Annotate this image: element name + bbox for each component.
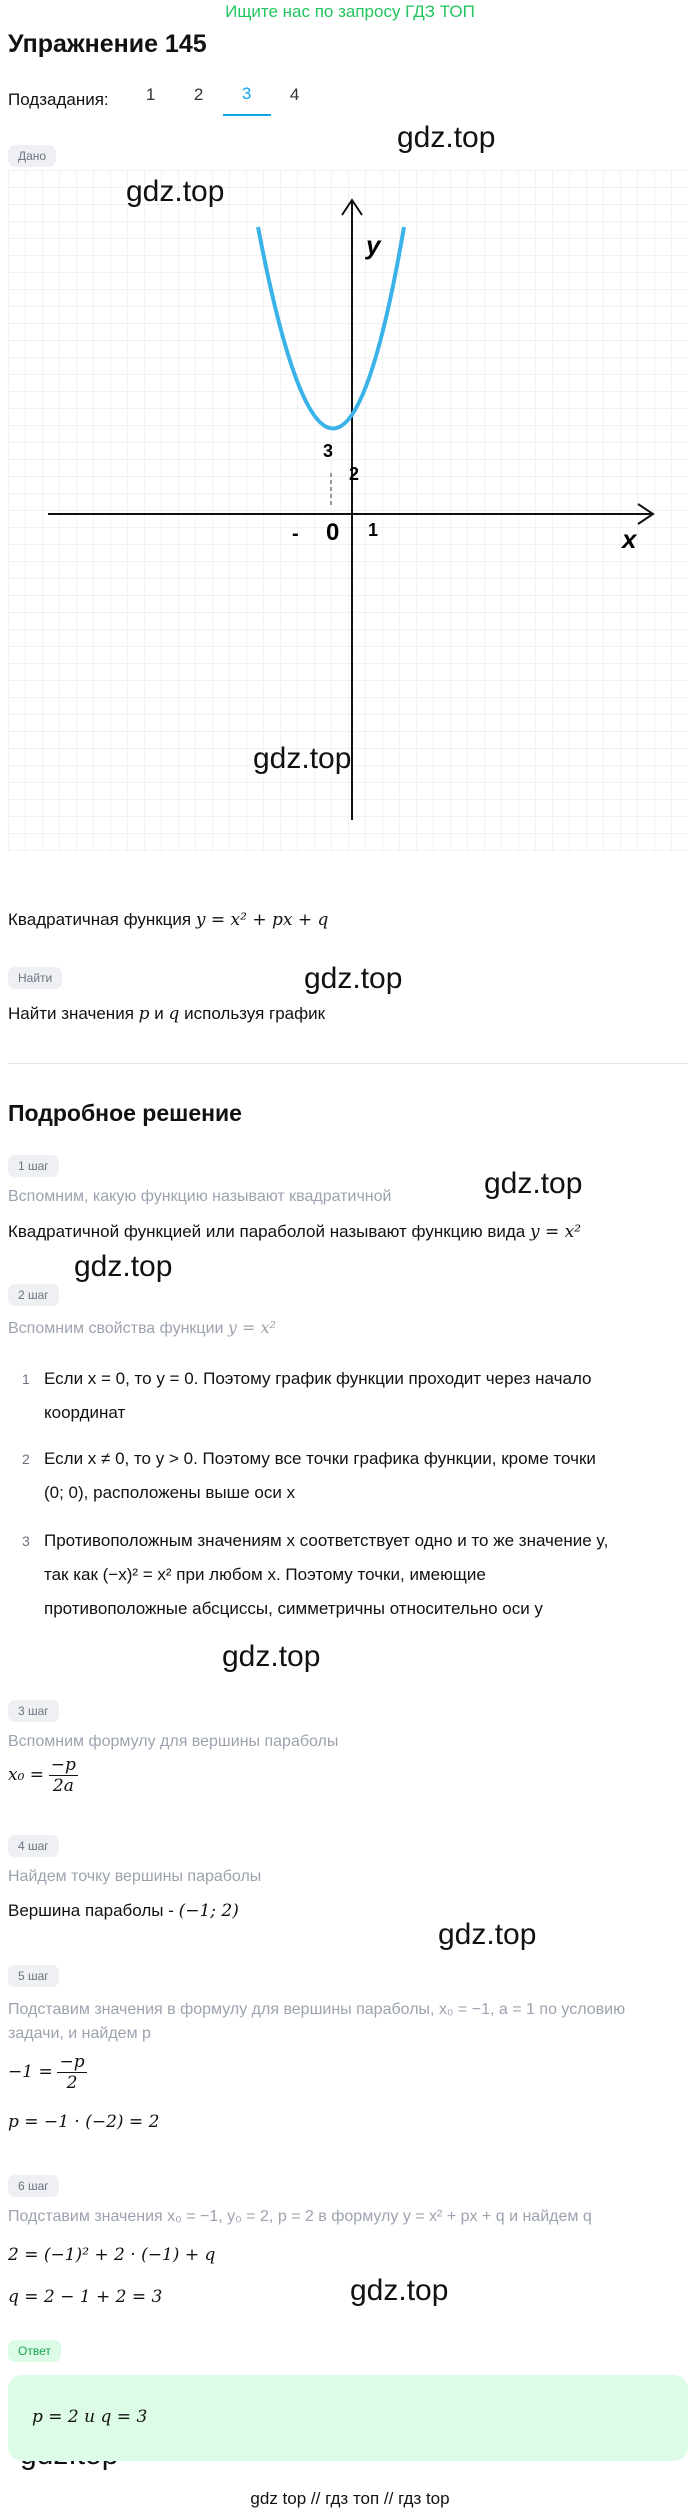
watermark: gdz.top	[222, 1640, 321, 1673]
step-4-hint: Найдем точку вершины параболы	[8, 1868, 262, 1885]
step-3-badge: 3 шаг	[8, 1700, 59, 1722]
fraction: $\frac{-p}{2}$	[59, 2052, 85, 2093]
footer-links[interactable]: gdz top // гдз топ // гдз top	[250, 2489, 450, 2508]
watermark: gdz.top	[126, 175, 225, 208]
page-title: Упражнение 145	[8, 30, 207, 58]
origin-label: 0	[326, 519, 340, 546]
step-2-hint: Вспомним свойства функции y = x²	[8, 1318, 276, 1337]
property-item-1: 1 Если x = 0, то y = 0. Поэтому график функции проходит через начало координат	[44, 1362, 592, 1430]
step-1-hint: Вспомним, какую функцию называют квадратичной	[8, 1188, 392, 1205]
watermark: gdz.top	[350, 2274, 449, 2307]
tab-subtask-1[interactable]: 1	[145, 85, 156, 104]
step-6-result: q = 2 − 1 + 2 = 3	[8, 2287, 163, 2307]
tab-subtask-3[interactable]: 3	[223, 84, 271, 116]
answer-text: p = 2 и q = 3	[32, 2407, 148, 2427]
step-3-hint: Вспомним формулу для вершины параболы	[8, 1733, 339, 1750]
step-4-badge: 4 шаг	[8, 1835, 59, 1857]
step-6-equation: 2 = (−1)² + 2 · (−1) + q	[8, 2245, 216, 2265]
step-6-badge: 6 шаг	[8, 2175, 59, 2197]
step-6-hint: Подставим значения x₀ = −1, y₀ = 2, p = 2 в формулу y = x² + px + q и найдем q	[8, 2208, 592, 2225]
find-text: Найти значения p и q используя график	[8, 1004, 326, 1024]
step-2-badge: 2 шаг	[8, 1284, 59, 1306]
answer-badge: Ответ	[8, 2340, 61, 2362]
watermark: gdz.top	[484, 1167, 583, 1200]
step-1-badge: 1 шаг	[8, 1155, 59, 1177]
item-number: 3	[22, 1533, 30, 1549]
subtasks-bar	[8, 84, 319, 116]
solution-title: Подробное решение	[8, 1100, 242, 1126]
answer-box	[8, 2375, 688, 2461]
divider	[8, 1063, 688, 1064]
step-3-formula: x₀ = $\frac{-p}{2a}$	[8, 1755, 76, 1796]
tab-subtask-4[interactable]: 4	[289, 85, 300, 104]
property-item-2: 2 Если x ≠ 0, то y > 0. Поэтому все точки графика функции, кроме точки (0; 0), расположены выше оси x	[44, 1442, 596, 1510]
step-5-hint: Подставим значения в формулу для вершины параболы, x₀ = −1, a = 1 по условию задачи, и найдем p	[8, 2001, 626, 2042]
fraction: $\frac{-p}{2a}$	[50, 1755, 76, 1796]
watermark: gdz.top	[253, 742, 352, 775]
given-badge: Дано	[8, 145, 56, 167]
step-5-formula: −1 = $\frac{-p}{2}$	[8, 2052, 85, 2093]
property-item-3: 3 Противоположным значениям x соответствует одно и то же значение y, так как (−x)² = x² при любом x. Поэтому точки, имеющие противоположные абсциссы, симметричны относительно оси y	[44, 1524, 608, 1626]
step-5-badge: 5 шаг	[8, 1965, 59, 1987]
watermark: gdz.top	[304, 962, 403, 995]
step-1-text: Квадратичной функцией или параболой называют функцию вида y = x²	[8, 1222, 582, 1242]
watermark: gdz.top	[438, 1918, 537, 1951]
subtasks-label: Подзадания:	[8, 90, 109, 109]
step-5-result: p = −1 · (−2) = 2	[8, 2112, 160, 2132]
tick-label-2: 2	[349, 464, 360, 484]
watermark: gdz.top	[397, 121, 496, 154]
y-axis-label: y	[366, 230, 381, 260]
given-text: Квадратичная функция y = x² + px + q	[8, 910, 329, 930]
find-badge: Найти	[8, 967, 62, 989]
watermark: gdz.top	[74, 1250, 173, 1283]
tick-label-1: 1	[368, 520, 379, 540]
item-number: 1	[22, 1371, 30, 1387]
item-number: 2	[22, 1451, 30, 1467]
step-4-text: Вершина параболы - (−1; 2)	[8, 1901, 239, 1921]
tick-label-3: 3	[323, 441, 334, 461]
tab-subtask-2[interactable]: 2	[193, 85, 204, 104]
x-axis-label: x	[622, 524, 637, 554]
top-banner-link[interactable]: Ищите нас по запросу ГДЗ ТОП	[225, 2, 475, 21]
minus-label: -	[292, 523, 299, 545]
